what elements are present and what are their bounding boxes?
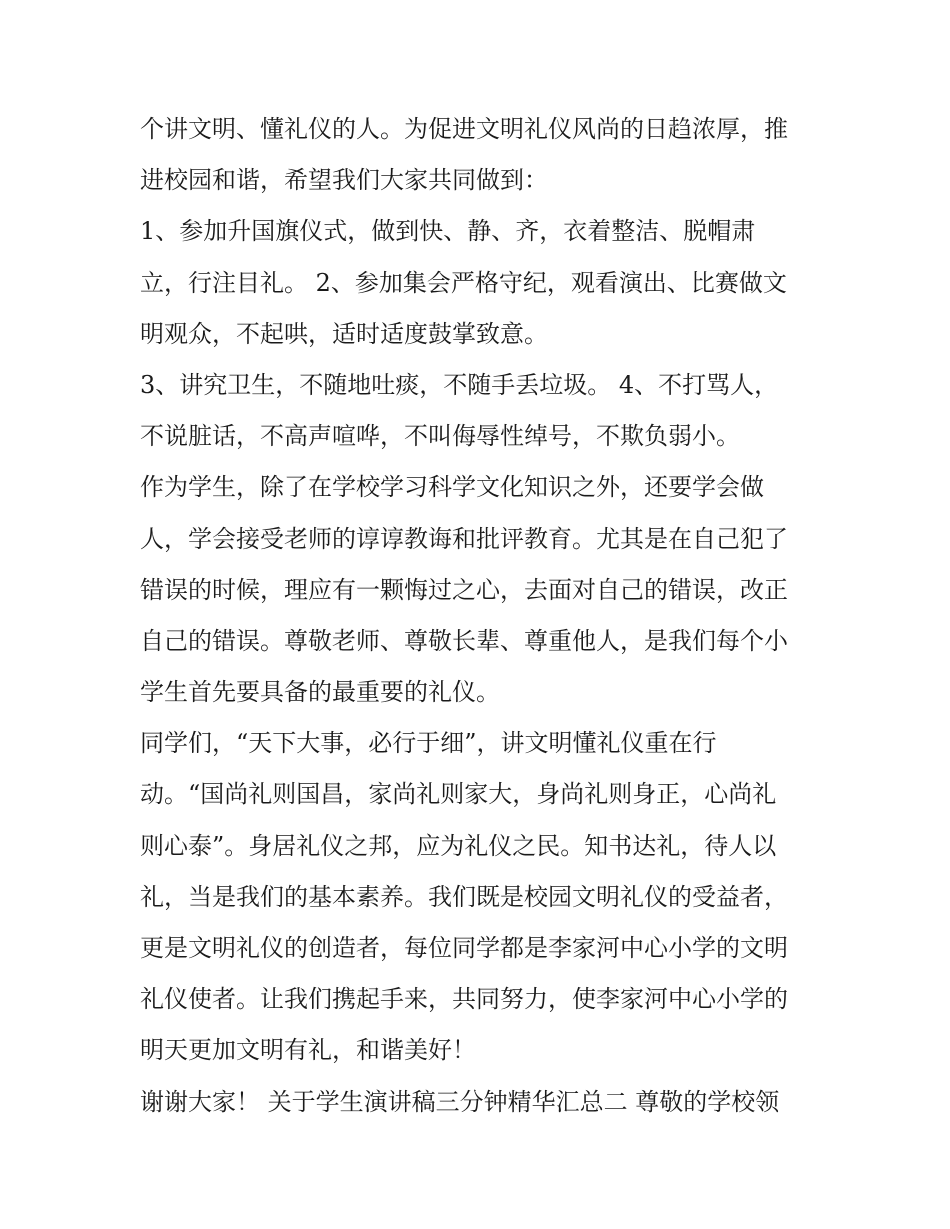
text-line: 更是文明礼仪的创造者，每位同学都是李家河中心小学的文明 (140, 934, 788, 962)
speech-text-body (140, 104, 830, 1128)
text-line: 3、讲究卫生，不随地吐痰，不随手丢垃圾。 4、不打骂人， (140, 370, 779, 399)
text-line: 1、参加升国旗仪式，做到快、静、齐，衣着整洁、脱帽肃 (140, 217, 756, 246)
text-line: 明天更加文明有礼，和谐美好！ (140, 1036, 476, 1065)
text-line: 立，行注目礼。 2、参加集会严格守纪，观看演出、比赛做文 (140, 268, 787, 297)
text-line: 礼，当是我们的基本素养。我们既是校园文明礼仪的受益者， (140, 882, 788, 911)
text-line: 明观众，不起哄，适时适度鼓掌致意。 (140, 319, 548, 348)
text-line: 作为学生，除了在学校学习科学文化知识之外，还要学会做 (140, 473, 764, 502)
text-line: 错误的时候，理应有一颗悔过之心，去面对自己的错误，改正 (140, 575, 788, 604)
text-line: 礼仪使者。让我们携起手来，共同努力，使李家河中心小学的 (140, 985, 788, 1014)
text-line: 不说脏话，不高声喧哗，不叫侮辱性绰号，不欺负弱小。 (140, 422, 740, 451)
text-line: 则心泰”。身居礼仪之邦，应为礼仪之民。知书达礼，待人以 (140, 831, 777, 860)
text-line: 个讲文明、懂礼仪的人。为促进文明礼仪风尚的日趋浓厚，推 (140, 115, 788, 143)
text-line: 动。“国尚礼则国昌，家尚礼则家大，身尚礼则身正，心尚礼 (140, 780, 777, 809)
text-line: 人，学会接受老师的谆谆教诲和批评教育。尤其是在自己犯了 (140, 524, 788, 553)
text-line: 谢谢大家！ 关于学生演讲稿三分钟精华汇总二 尊敬的学校领 (140, 1087, 780, 1116)
text-line: 同学们，“天下大事，必行于细”，讲文明懂礼仪重在行 (140, 729, 717, 758)
text-line: 自己的错误。尊敬老师、尊敬长辈、尊重他人，是我们每个小 (140, 626, 788, 655)
text-line: 学生首先要具备的最重要的礼仪。 (140, 678, 500, 707)
text-line: 进校园和谐，希望我们大家共同做到： (140, 166, 548, 195)
